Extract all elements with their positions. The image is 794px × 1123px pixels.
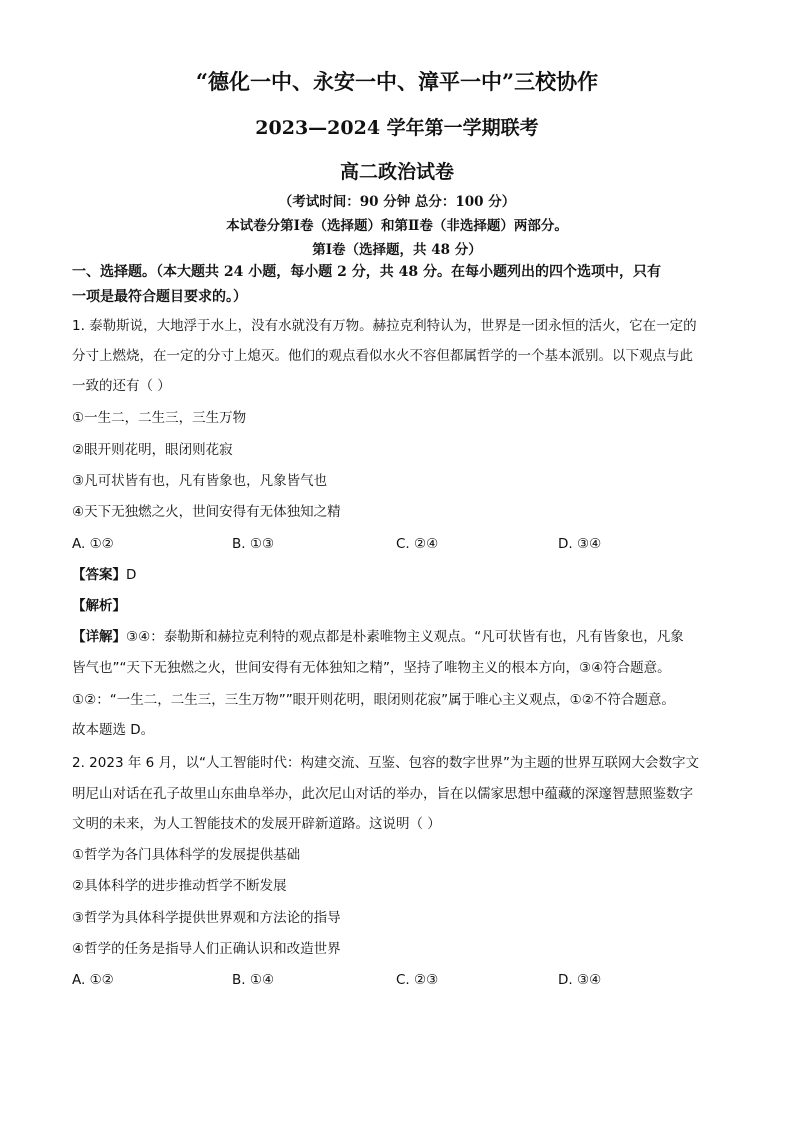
q2-option-a: A. ①②: [72, 972, 114, 988]
q2-statement-2: ②具体科学的进步推动哲学不断发展: [72, 878, 287, 894]
q2-stem-line1: 2. 2023 年 6 月，以“人工智能时代：构建交流、互鉴、包容的数字世界”为主题的世界互联网大会数字文: [72, 755, 699, 771]
q2-option-b: B. ①④: [232, 972, 275, 988]
page-title-schools: “德化一中、永安一中、漳平一中”三校协作: [195, 69, 599, 94]
page-title-subject: 高二政治试卷: [339, 161, 454, 183]
answer-value: D: [126, 567, 137, 583]
q1-statement-2: ②眼开则花明，眼闭则花寂: [72, 442, 233, 458]
exam-structure: 本试卷分第Ⅰ卷（选择题）和第Ⅱ卷（非选择题）两部分。: [226, 218, 568, 234]
q1-stem-line2: 分寸上燃烧，在一定的分寸上熄灭。他们的观点看似水火不容但都属哲学的一个基本派别。以下观点与此: [72, 348, 693, 364]
q1-statement-4: ④天下无独燃之火，世间安得有无体独知之精: [72, 504, 341, 520]
q2-statement-4: ④哲学的任务是指导人们正确认识和改造世界: [72, 941, 341, 957]
exam-info: （考试时间：90 分钟 总分：100 分）: [278, 194, 516, 210]
q1-answer-line: [72, 561, 732, 589]
q1-analysis-line: [72, 592, 732, 620]
q2-statement-1: ①哲学为各门具体科学的发展提供基础: [72, 847, 301, 863]
q2-statement-3: ③哲学为具体科学提供世界观和方法论的指导: [72, 910, 341, 926]
q1-statement-1: ①一生二，二生三，三生万物: [72, 410, 247, 426]
q1-option-c: C. ②④: [396, 536, 439, 552]
q1-stem-line1: 1. 泰勒斯说，大地浮于水上，没有水就没有万物。赫拉克利特认为，世界是一团永恒的活火，它在一定的: [72, 318, 697, 334]
section1-heading-line1: 一、选择题。（本大题共 24 小题，每小题 2 分，共 48 分。在每小题列出的四个选项中，只有: [72, 264, 661, 280]
q2-stem-line3: 文明的未来，为人工智能技术的发展开辟新道路。这说明（ ）: [72, 816, 441, 832]
q2-stem-line2: 明尼山对话在孔子故里山东曲阜举办，此次尼山对话的举办，旨在以儒家思想中蕴藏的深邃智慧照鉴数字: [72, 786, 693, 802]
q1-detail-line4: 故本题选 D。: [72, 722, 155, 738]
answer-tag: 【答案】: [72, 567, 126, 583]
q1-stem-line3: 一致的还有（ ）: [72, 378, 171, 394]
q1-option-b: B. ①③: [232, 536, 275, 552]
q1-option-a: A. ①②: [72, 536, 114, 552]
detail-text-1: ③④：泰勒斯和赫拉克利特的观点都是朴素唯物主义观点。“凡可状皆有也，凡有皆象也，凡象: [126, 629, 684, 645]
detail-tag: 【详解】: [72, 629, 126, 645]
section1-heading-line2: 一项是最符合题目要求的。）: [72, 289, 247, 305]
page-title-term: 2023—2024 学年第一学期联考: [255, 117, 539, 139]
q1-option-d: D. ③④: [558, 536, 602, 552]
analysis-tag: 【解析】: [72, 598, 126, 614]
q1-detail-line1: [72, 623, 732, 651]
q2-option-c: C. ②③: [396, 972, 439, 988]
q2-option-d: D. ③④: [558, 972, 602, 988]
q1-detail-line2: 皆气也”“天下无独燃之火，世间安得有无体独知之精”，坚持了唯物主义的根本方向，③④符合题意。: [72, 660, 671, 676]
q1-detail-line3: ①②：“一生二，二生三，三生万物””眼开则花明，眼闭则花寂”属于唯心主义观点，①②不符合题意。: [72, 692, 675, 708]
q1-statement-3: ③凡可状皆有也，凡有皆象也，凡象皆气也: [72, 473, 328, 489]
part1-heading: 第Ⅰ卷（选择题，共 48 分）: [312, 242, 482, 258]
